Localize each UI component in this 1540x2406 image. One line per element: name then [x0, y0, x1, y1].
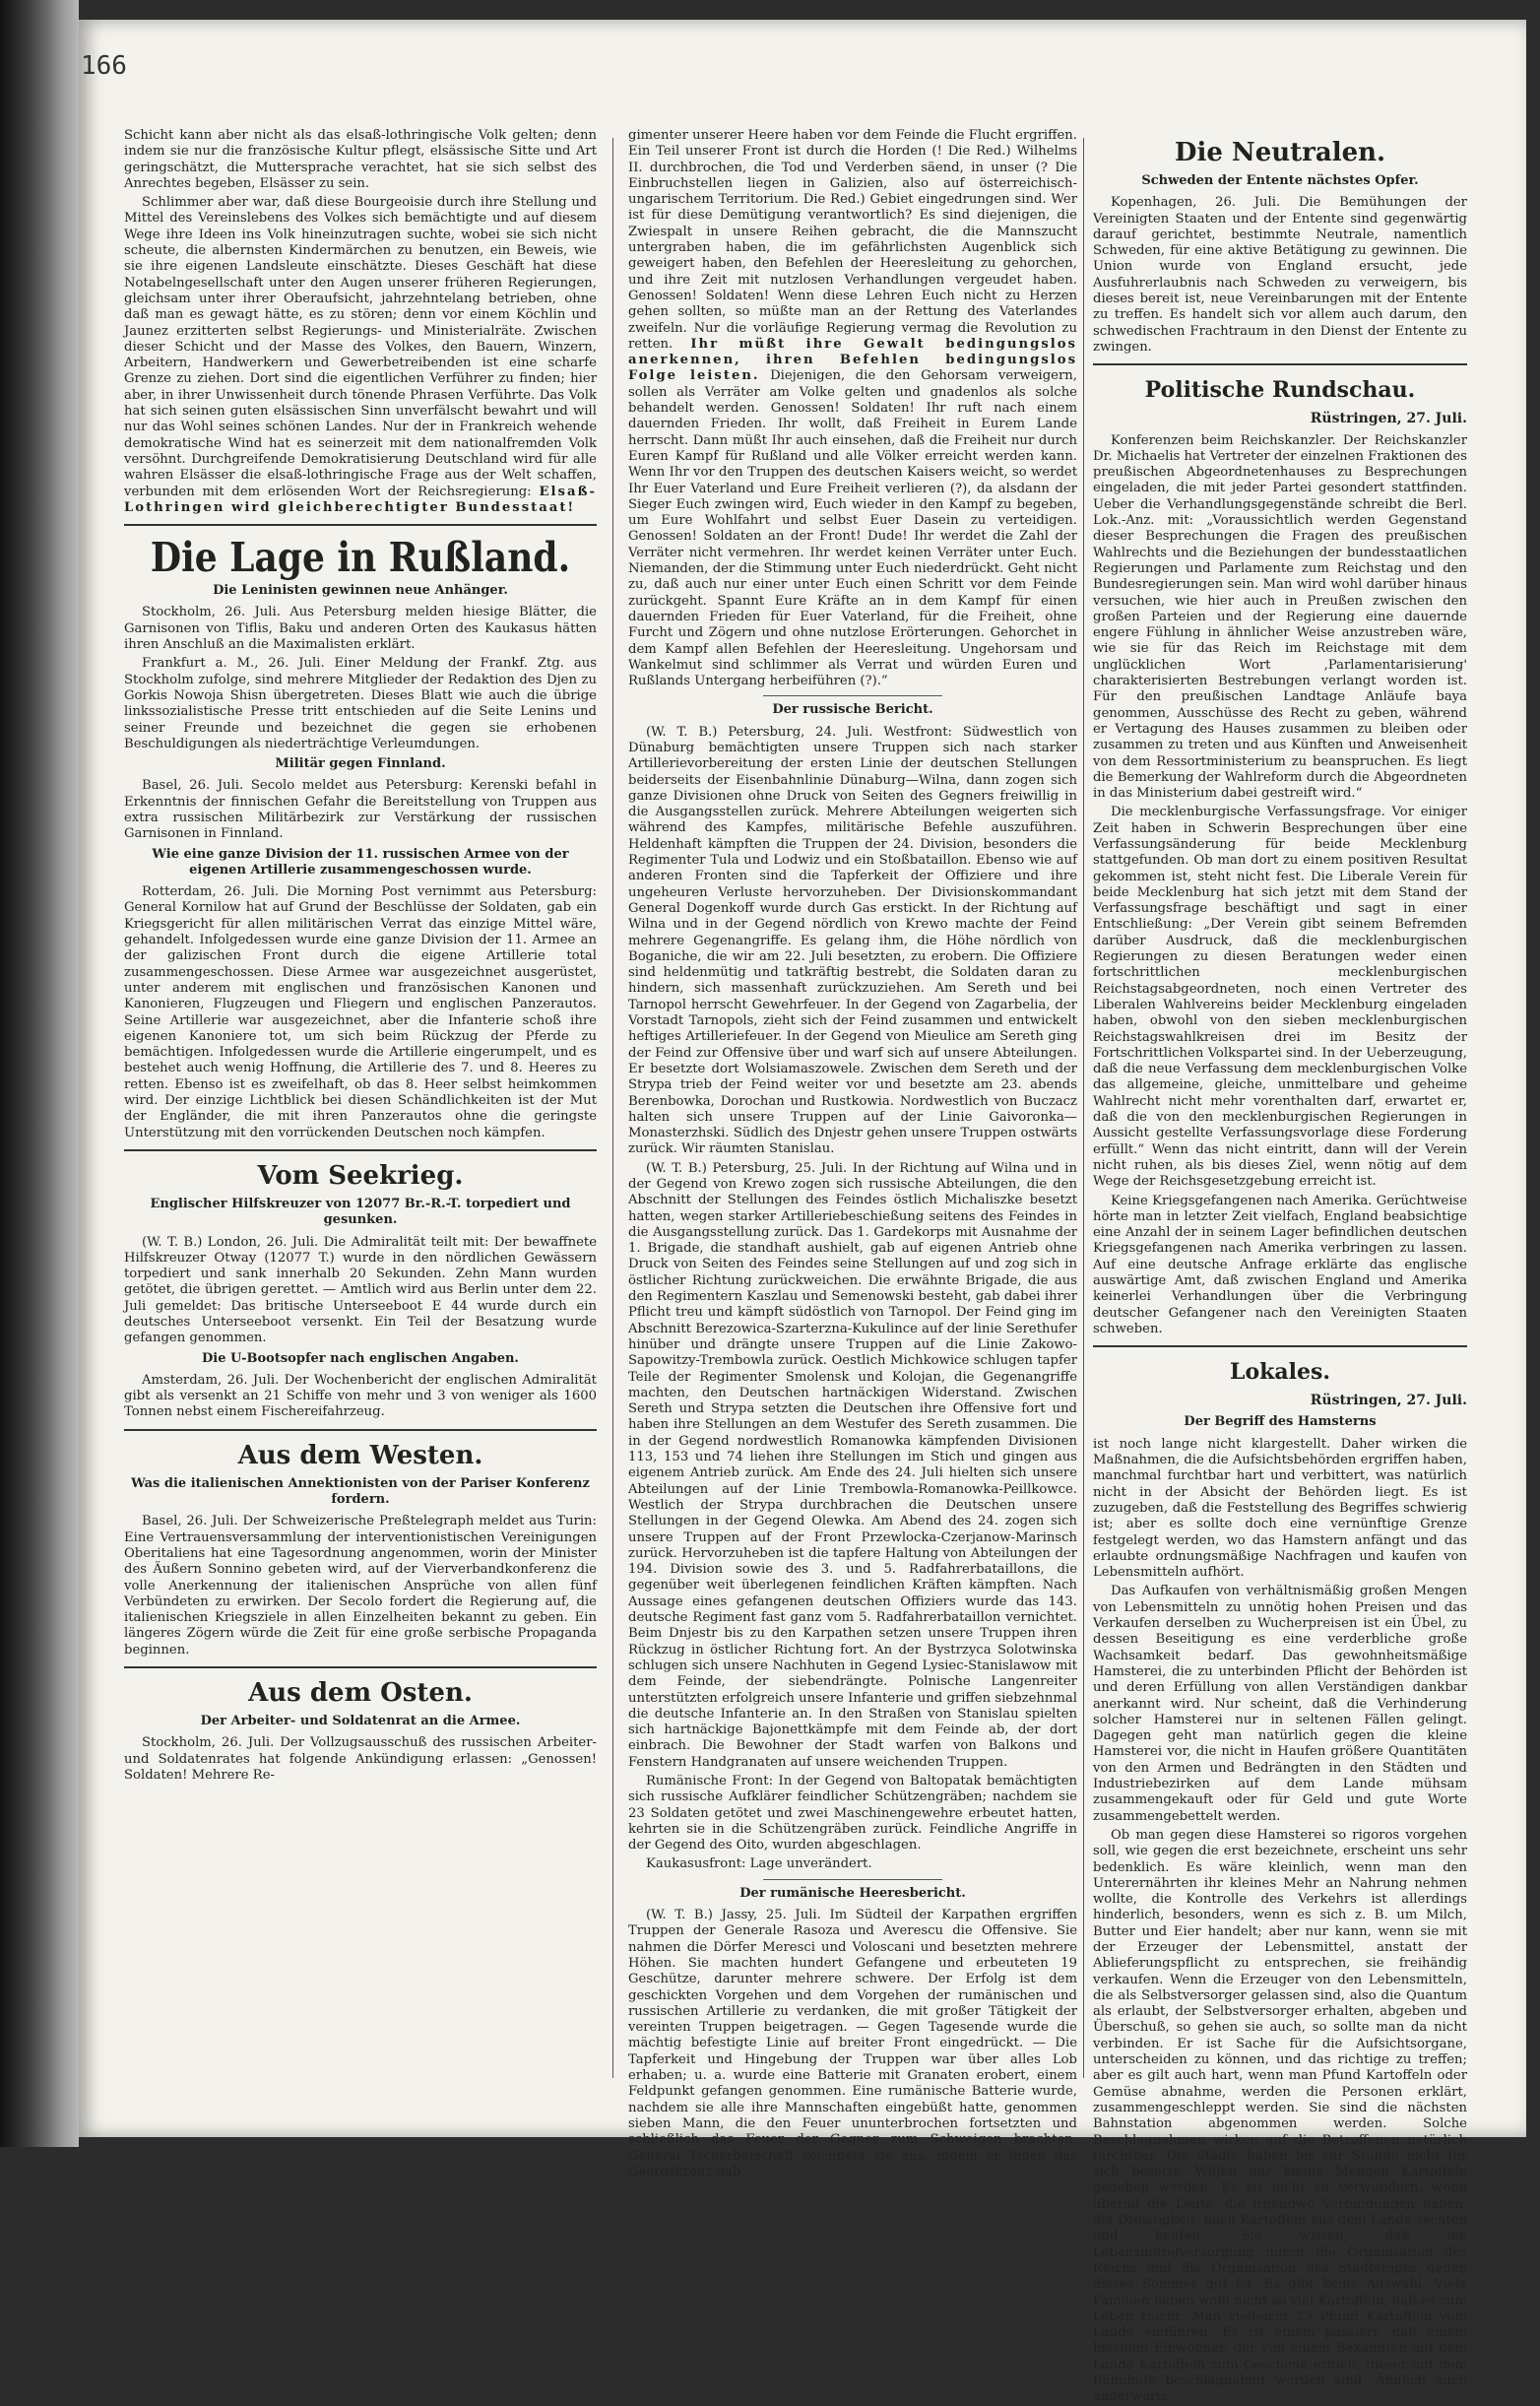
paragraph-text: gimenter unserer Heere haben vor dem Feinde die Flucht ergriffen. Ein Teil unserer Front ist durch die Horden (! Die Red.) Wilhelms II. durchbrochen, die Tod und Verderben säend, in unser (? Die Einbruchstellen liegen in Galizien, also auf österreichisch-ungarischem Territorium. Die Red.) Gebiet eingedrungen sind. Wer ist für diese Demütigung verantwortlich? Es sind diejenigen, die Zwiespalt in unsere Reihen gebracht, die die Mannszucht untergraben haben, die im gefährlichsten Augenblick sich geweigert haben, den Befehlen der Heeresleitung zu gehorchen, und ihre Zeit mit nutzlosen Verhandlungen vergeudet haben. Genossen! Soldaten! Wenn diese Lehren Euch nicht zu Herzen gehen sollten, so müßte man an der Rettung des Vaterlandes zweifeln. Nur die vorläufige Regierung vermag die Revolution zu retten.: [628, 128, 1077, 352]
paragraph: ist noch lange nicht klargestellt. Daher wirken die Maßnahmen, die die Aufsichtsbehörden ergriffen haben, manchmal furchtbar hart und verbittert, was natürlich nicht in der Absicht der Behörden liegt. Es ist zuzugeben, daß die Feststellung des Begriffes schwierig ist; aber es sollte doch eine vernünftige Grenze festgelegt werden, wo das Hamstern anfängt und das erlaubte ordnungsmäßige Nachfragen und kaufen von Lebensmitteln aufhört.: [1093, 1436, 1467, 1581]
paragraph: Das Aufkaufen von verhältnismäßig großen Mengen von Lebensmitteln zu unnötig hohen Preisen und das Verkaufen derselben zu Wucherpreisen ist ein Übel, zu dessen Beseitigung es eine verderbliche große Wachsamkeit bedarf. Das gewohnheitsmäßige Hamsterei, die zu unterbinden Pflicht der Behörden ist und deren Erfüllung von allen Verständigen dankbar anerkannt wird. Nur scheint, daß die Verhinderung solcher Hamsterei nur in seltenen Fällen gelingt. Dagegen geht man natürlich gegen die kleine Hamsterei vor, die nicht in Haufen größere Quantitäten von den Armen und Bedrängten in den Städten und Industriebezirken auf dem Lande mühsam zusammengekauft oder für Geld und gute Worte zusammengebettelt werden.: [1093, 1584, 1467, 1824]
paragraph: Basel, 26. Juli. Der Schweizerische Preßtelegraph meldet aus Turin: Eine Vertrauensversammlung der interventionistischen Vereinigungen Oberitaliens hat eine Tagesordnung angenommen, worin der Minister des Äußern Sonnino gebeten wird, auf der Vierverbandkonferenz die volle Anerkennung der italienischen Ansprüche von allen fünf Verbündeten zu erwirken. Der Secolo fordert die Regierung auf, die italienischen Kriegsziele in allen Einzelheiten bekannt zu geben. Ein längeres Zögern würde die Zeit für eine große serbische Propaganda beginnen.: [124, 1514, 597, 1658]
paragraph: Kopenhagen, 26. Juli. Die Bemühungen der Vereinigten Staaten und der Entente sind gegenwärtig darauf gerichtet, bestimmte Neutrale, namentlich Schweden, für eine aktive Betätigung zu gewinnen. Die Union wurde von England ersucht, jede Ausfuhrerlaubnis nach Schweden zu verweigern, bis dieses bereit ist, neue Vereinbarungen mit der Entente zu treffen. Es handelt sich vor allem auch darum, den schwedischen Frachtraum in den Dienst der Entente zu zwingen.: [1093, 195, 1467, 355]
subheadline: Schweden der Entente nächstes Opfer.: [1141, 173, 1419, 188]
paragraph: (W. T. B.) Petersburg, 25. Juli. In der Richtung auf Wilna und in der Gegend von Krewo zogen sich russische Abteilungen, die den Abschnitt der Stellungen des Feindes östlich Michaliszke besetzt hatten, wegen starker Artilleriebeschießung seitens des Feindes in die Ausgangsstellung zurück. Das 1. Gardekorps mit Ausnahme der 1. Brigade, die standhaft aushielt, gab auf eigenen Antrieb ohne Druck von Seiten des Feindes seine Stellungen auf und zog sich in östlicher Richtung zurückweichen. Die erwähnte Brigade, die aus den Regimentern Kaszlau und Semenowski besteht, gab dabei ihrer Pflicht treu und kämpft südöstlich von Tarnopol. Der Feind ging im Abschnitt Berezowica-Szarterzna-Kukulince auf der linie Serethufer hinüber und drängte unsere Truppen auf die Linie Zakowo-Sapowitzy-Trembowla zurück. Oestlich Michkowice schlugen tapfer Teile der Regimenter Smolensk und Kolojan, die Gegenangriffe machten, den Deutschen hartnäckigen Widerstand. Zwischen Sereth und Strypa setzten die Deutschen ihre Offensive fort und haben ihre Stellungen an dem Westufer des Sereth zusammen. Die in der Gegend nordwestlich Romanowka kämpfenden Divisionen 113, 153 und 74 liehen ihre Stellungen im Stich und gingen aus eigenem Antrieb zurück. Am Ende des 24. Juli hielten sich unsere Abteilungen auf der Linie Trembowla-Romanowka-Peillkowce. Westlich der Strypa durchbrachen die Deutschen unsere Stellungen in der Gegend Olewka. Am Abend des 24. zogen sich unsere Truppen auf der Front Przewlocka-Czerjanow-Marinsch zurück. Hervorzuheben ist die tapfere Haltung von Abteilungen der 194. Division sowie des 3. und 5. Radfahrerbataillons, die gegenüber weit überlegenen feindlichen Kräften kämpften. Nach Aussage eines gefangenen deutschen Offiziers wurde das 143. deutsche Regiment fast ganz vom 5. Radfahrerbataillon vernichtet. Beim Dnjestr bis zu den Karpathen setzen unsere Truppen ihren Rückzug in östlicher Richtung fort. An der Bystrzyca Solotwinska schlugen sich unsere Nachhuten in Gegend Lysiec-Stanislawow mit dem Feinde, der siebendrängte. Polnische Langenreiter unterstützten erfolgreich unsere Infanterie und griffen siebzehnmal die deutsche Infanterie an. In den Straßen von Stanislau spielten sich hartnäckige Bajonettkämpfe mit dem Feinde ab, der dort einbrach. Die Bewohner der Stadt warfen von Balkons und Fenstern Handgranaten auf unsere weichenden Truppen.: [628, 1160, 1077, 1770]
subheadline: Englischer Hilfskreuzer von 12077 Br.-R.-T. torpediert und gesunken.: [150, 1196, 571, 1228]
column-rule-1: [612, 138, 613, 2078]
paragraph: Frankfurt a. M., 26. Juli. Einer Meldung der Frankf. Ztg. aus Stockholm zufolge, sind mehrere Mitglieder der Redaktion des Djen zu Gorkis Nowoja Shisn übergetreten. Dieses Blatt wie auch die übrige linkssozialistische Presse tritt entschieden auf die Seite Lenins und seiner Freunde und bezeichnet die gegen sie erhobenen Beschuldigungen als niederträchtige Verleumdungen.: [124, 656, 597, 751]
subheadline: Der Begriff des Hamsterns: [1184, 1414, 1377, 1430]
subheadline: Der rumänische Heeresbericht.: [739, 1885, 966, 1901]
subheadline: Wie eine ganze Division der 11. russischen Armee von der eigenen Artillerie zusammengeschossen wurde.: [152, 846, 569, 878]
paragraph: (W. T. B.) Petersburg, 24. Juli. Westfront: Südwestlich von Dünaburg bemächtigten unsere Truppen sich nach starker Artillerievorbereitung der ersten Linie der deutschen Stellungen beiderseits der Eisenbahnlinie Dünaburg—Wilna, dann zogen sich ganze Divisionen ohne Druck von Seiten des Gegners freiwillig in die Ausgangsstellen zurück. Mehrere Abteilungen weigerten sich während des Kampfes, militärische Befehle auszuführen. Heldenhaft kämpften die Truppen der 24. Division, besonders die Regimenter Tula und Lodwiz und ein Stoßbataillon. Ebenso wie auf anderen Fronten sind die Tapferkeit der Offiziere und ihre ungeheuren Verluste hervorzuheben. Der Divisionskommandant General Dogenkoff wurde durch Gas erstickt. In der Richtung auf Wilna und in der Gegend nördlich von Krewo machte der Feind mehrere Gegenangriffe. Es gelang ihm, die Höhe nördlich von Boganiche, die wir am 22. Juli besetzten, zu erobern. Die Offiziere sind heldenmütig und tatkräftig bestrebt, die Soldaten daran zu hindern, sich massenhaft zurückzuziehen. Am Sereth und bei Tarnopol herrscht Gewehrfeuer. In der Gegend von Zagarbelia, der Vorstadt Tarnopols, zieht sich der Feind zusammen und entwickelt heftiges Artilleriefeuer. In der Gegend von Mieulice am Sereth ging der Feind zur Offensive über und warf sich auf unsere Abteilungen. Er besetzte dort Wolsiamaszowele. Zwischen dem Sereth und der Strypa trieb der Feind weiter vor und besetzte am 23. abends Berenbowka, Dorochan und Rustkowia. Nordwestlich von Buczacz halten sich unsere Truppen auf der Linie Gaivoronka—Monasterzhski. Südlich des Dnjestr gehen unsere Truppen ostwärts zurück. Wir räumten Stanislau.: [628, 724, 1077, 1157]
column-right: [1093, 128, 1467, 2405]
paragraph: (W. T. B.) Jassy, 25. Juli. Im Südteil der Karpathen ergriffen Truppen der Generale Rasoza und Averescu die Offensive. Sie nahmen die Dörfer Meresci und Voloscani und besetzten mehrere Höhen. Sie machten hundert Gefangene und erbeuteten 19 Geschütze, darunter mehrere schwere. Der Erfolg ist dem geschickten Vorgehen und dem Vorgehen der rumänischen und russischen Artillerie zu verdanken, die mit großer Tätigkeit der vereinten Truppen beigetragen. — Gegen Tagesende wurde die mächtig befestigte Linie auf breiter Front eingedrückt. — Die Tapferkeit und Hingebung der Truppen war über alles Lob erhaben; u. a. wurde eine Batterie mit Granaten erobert, einem Feldpunkt gefangen genommen. Eine rumänische Batterie wurde, nachdem sie alle ihre Mannschaften eingebüßt hatte, genommen sieben Mann, die den Feuer ununterbrochen fortsetzten und schließlich das Feuer der Gegner zum Schweigen brachten. General Tscherbatscheff zeichnete sie aus, indem er ihnen das Georgskreuz gab.: [628, 1908, 1077, 2179]
paragraph: Keine Kriegsgefangenen nach Amerika. Gerüchtweise hörte man in letzter Zeit vielfach, England beabsichtige eine Anzahl der in seinem Lager befindlichen deutschen Kriegsgefangenen nach Amerika verbringen zu lassen. Auf eine deutsche Anfrage erklärte das englische auswärtige Amt, daß zwischen England und Amerika keinerlei Verhandlungen über die Verbringung deutscher Gefangener nach den Vereinigten Staaten schweben.: [1093, 1193, 1467, 1336]
column-rule-2: [1083, 138, 1084, 2078]
subheadline: Der Arbeiter- und Soldatenrat an die Armee.: [200, 1714, 521, 1729]
section-divider: [763, 1879, 942, 1880]
column-middle: [628, 128, 1077, 2179]
paragraph: Ob man gegen diese Hamsterei so rigoros vorgehen soll, wie gegen die erst bezeichnete, erscheint uns sehr bedenklich. Es wäre kleinlich, wenn man den Unterernährten ihr kleines Mehr an Nahrung nehmen wollte, die Kontrolle des Verkehrs ist allerdings hinderlich, besonders, wenn es sich z. B. um Milch, Butter und Eier handelt; aber nur kann, wenn sie mit der Erzeuger der Lebensmittel, anstatt der Ablieferungspflicht zu entsprechen, sie freihändig verkaufen. Wenn die Erzeuger von den Lebensmitteln, die als Selbstversorger gelassen sind, also die Quantum als erlaubt, der Selbstversorger erhalten, abgeben und Überschuß, so gehen sie auch, so sollte man da nicht verbinden. Er ist Sache für die Aufsichtsorgane, unterscheiden zu können, und das richtige zu treffen; aber es gilt auch hart, wenn man Pfund Kartoffeln oder Gemüse abnahme, werden die Personen erklärt, zusammengeschleppt werden. Sie sind die nächsten Bahnstation abgenommen werden. Solche Beschlagnahmen wirken auf die Betroffenen natürlich furchtbar. Die Städte haben bis zur Stunde nicht für sich besetzt. Willen nur kleine Mengen Kartoffeln gegeben werden. Es ist nicht zu verwundern, wenn überall die Leute, die irgendwo Verbindungen haben, die Dreistigkeit, nach Kartoffeln aus dem Lande sechten und kaufen. Sie wissen, daß die Lebensmittelversorgung durch die Organisation des Reichs und die Organisation des Städtetages gegen dieses Sommer gut ist. Es gibt keine Auswahl. Viele Familien haben wohl nicht so viel Kartoffeln, daß es zum Leben reicht. Man vielleicht 25 Pfund Kartoffeln vom Lande einführen. Es ist einem passiert, daß einem hiesigen Einwohner, der von einem Bekannten auf dem Lande Kartoffeln zum Geschenk erhielt, dieser auf dem Bahnhofe beschlagnahmt worden sind. Ähnlich auch anderwärts.: [1093, 1827, 1467, 2405]
paragraph: Amsterdam, 26. Juli. Der Wochenbericht der englischen Admiralität gibt als versenkt an 21 Schiffe von mehr und 3 von weniger als 1600 Tonnen nebst einem Fischereifahrzeug.: [124, 1372, 597, 1420]
subheadline: Die U-Bootsopfer nach englischen Angaben.: [202, 1350, 519, 1366]
emphasis-text: Ihr müßt ihre Gewalt bedingungslos anerkennen, ihren Befehlen bedingungslos Folge leisten.: [628, 336, 1077, 384]
dateline: Rüstringen, 27. Juli.: [1310, 411, 1467, 427]
paragraph: Rumänische Front: In der Gegend von Baltopatak bemächtigten sich russische Aufklärer feindlicher Schützengräben; nachdem sie 23 Soldaten getötet und zwei Maschinengewehre erbeutet hatten, kehrten sie in die Schützengräben zurück. Feindliche Angriffe in der Gegend des Oito, wurden abgeschlagen.: [628, 1773, 1077, 1853]
paragraph: Stockholm, 26. Juli. Der Vollzugsausschuß des russischen Arbeiter- und Soldatenrates hat folgende Ankündigung erlassen: „Genossen! Soldaten! Mehrere Re-: [124, 1735, 597, 1783]
paragraph-text: Schlimmer aber war, daß diese Bourgeoisie durch ihre Stellung und Mittel des Vereinslebens des Volkes sich bemächtigte und auf diesem Wege ihre Ideen ins Volk hineinzutragen suchte, wobei sie sich nicht scheute, die albernsten Kindermärchen zu benutzen, ein Beweis, wie sie ihre eigenen Landsleute einschätzte. Dieses Geschäft hat diese Notabelngesellschaft unter den Augen unserer früheren Regierungen, gleichsam unter ihrer Oberaufsicht, jahrzehntelang betrieben, ohne daß man es gewagt hätte, es zu stören; denn vor einem Köchlin und Jaunez erzitterten selbst Regierungs- und Ministerialräte. Zwischen dieser Schicht und der Masse des Volkes, den Bauern, Winzern, Arbeitern, Handwerkern und Gewerbetreibenden ist eine scharfe Grenze zu ziehen. Dort sind die eigentlichen Verführer zu finden; hier aber, in ihrer Unwissenheit durch tönende Phrasen Verführte. Das Volk hat sich seinen guten elsässischen Sinn unverfälscht bewahrt und will nur das Wohl seines schönen Landes. Nur der in Frankreich wehende demokratische Wind hat es seinerzeit mit dem nationalfremden Volk versöhnt. Durchgreifende Demokratisierung Deutschland wird für alle wahren Elsässer die elsaß-lothringische Frage aus der Welt schaffen, verbunden mit dem erlösenden Wort der Reichsregierung:: [124, 195, 597, 499]
paragraph: [124, 195, 597, 516]
subheadline: Der russische Bericht.: [772, 702, 933, 718]
paragraph: Stockholm, 26. Juli. Aus Petersburg melden hiesige Blätter, die Garnisonen von Tiflis, Baku und anderen Orten des Kaukasus hätten ihren Anschluß an die Maximalisten erklärt.: [124, 605, 597, 653]
book-binding: [0, 0, 79, 2147]
paragraph: (W. T. B.) London, 26. Juli. Die Admiralität teilt mit: Der bewaffnete Hilfskreuzer Otway (12077 T.) wurde in den nördlichen Gewässern torpediert und sank innerhalb 20 Sekunden. Zehn Mann wurden getötet, die übrigen gerettet. — Amtlich wird aus Berlin unter dem 22. Juli gemeldet: Das britische Unterseeboot E 44 wurde durch ein deutsches Unterseeboot versenkt. Ein Teil der Besatzung wurde gefangen genommen.: [124, 1234, 597, 1346]
headline-westen: Aus dem Westen.: [237, 1440, 483, 1470]
paragraph: Die mecklenburgische Verfassungsfrage. Vor einiger Zeit haben in Schwerin Besprechungen über eine Verfassungsänderung für beide Mecklenburg stattgefunden. Ob man dort zu einem positiven Resultat gekommen ist, steht nicht fest. Die Liberale Verein für beide Mecklenburg hat sich jetzt mit dem Stand der Verfassungsfrage beschäftigt und sagt in einer Entschließung: „Der Verein gibt seinem Befremden darüber Ausdruck, daß die mecklenburgischen Regierungen zu diesen Beratungen weder einen fortschrittlichen mecklenburgischen Reichstagsabgeordneten, noch einen Vertreter des Liberalen Wahlvereins beider Mecklenburg eingeladen haben, obwohl von den sieben mecklenburgischen Reichstagswahlkreisen drei im Besitz der Fortschrittlichen Volkspartei sind. In der Ueberzeugung, daß die neue Verfassung dem mecklenburgischen Volke das allgemeine, gleiche, unmittelbare und geheime Wahlrecht nicht mehr vorenthalten darf, erwartet er, daß die von den mecklenburgischen Regierungen in Aussicht gestellte Verfassungsvorlage diese Forderung erfüllt.“ Wenn das nicht eintritt, dann will der Verein nicht ruhen, als bis dieses Ziel, wenn nötig auf dem Wege der Reichsgesetzgebung erreicht ist.: [1093, 805, 1467, 1190]
headline-russland: Die Lage in Rußland.: [150, 533, 571, 582]
section-divider: [124, 1429, 597, 1431]
headline-neutralen: Die Neutralen.: [1174, 138, 1386, 167]
subheadline: Die Leninisten gewinnen neue Anhänger.: [213, 583, 508, 599]
headline-seekrieg: Vom Seekrieg.: [257, 1160, 464, 1191]
column-left: [124, 128, 597, 2078]
paragraph-text: Diejenigen, die den Gehorsam verweigern, sollen als Verräter am Volke gelten und gnadenlos als solche behandelt werden. Genossen! Soldaten! Ihr ruft nach einem dauernden Frieden. Ihr wollt, daß Freiheit in Eurem Lande herrscht. Dann müßt Ihr auch einsehen, daß die Freiheit nur durch Euren Kampf für Rußland und alle Völker erreicht werden kann. Wenn Ihr vor den Truppen des deutschen Kaisers weicht, so werdet Ihr Euer Vaterland und Eure Freiheit verlieren (?), da alsdann der Sieger Euch zwingen wird, Euch wieder in den Kampf zu begeben, um Eure Wohlfahrt und selbst Euer Dasein zu verteidigen. Genossen! Soldaten an der Front! Dude! Ihr werdet die Zahl der Verräter nicht vermehren. Ihr werdet keinen Verräter unter Euch. Niemanden, der die Stimmung unter Euch niederdrückt. Geht nicht zu, daß auch nur einer unter Euch einen Schritt vor dem Feinde zurückgeht. Spannt Eure Kräfte an in dem Kampf für einen dauernden Frieden für Euer Vaterland, für die Freiheit, ohne Furcht und Zögern und ohne nutzlose Erörterungen. Gehorchet in dem Kampf allen Befehlen der Heeresleitung. Ungehorsam und Wankelmut sind schlimmer als Verrat und würden Euren und Rußlands Untergang herbeiführen (?).“: [628, 368, 1077, 689]
section-divider: [1093, 363, 1467, 365]
emphasis-text: Elsaß-Lothringen wird gleichberechtigter Bundesstaat!: [124, 484, 597, 515]
headline-osten: Aus dem Osten.: [248, 1678, 473, 1709]
section-divider: [763, 695, 942, 696]
paragraph: [628, 128, 1077, 689]
paragraph: Konferenzen beim Reichskanzler. Der Reichskanzler Dr. Michaelis hat Vertreter der einzelnen Fraktionen des preußischen Abgeordnetenhauses zu Besprechungen eingeladen, die mit jeder Partei gesondert stattfinden. Ueber die Verhandlungsgegenstände schreibt die Berl. Lok.-Anz. mit: „Voraussichtlich werden Gegenstand dieser Besprechungen die Fragen des preußischen Wahlrechts und die Beziehungen der bundesstaatlichen Regierungen und Parlamente zum Reichstag und den Bundesregierungen sein. Man wird wohl darüber hinaus versuchen, wie hier auch in Preußen zwischen den großen Parteien und der Regierung eine dauernde engere Fühlung in ähnlicher Weise anzustreben wäre, wie sie für das Reich im Reichstage mit dem unglücklichen Wort ,Parlamentarisierung' charakterisierten Bestrebungen verlangt worden ist. Für den preußischen Landtage Anläufe baya genommen, Ausschüsse des Recht zu geben, während er Vertagung des Hauses zusammen zu bleiben oder zusammen zu treten und aus Künften und Anweisenheit von dem Ressortministerium zu beanspruchen. Es liegt die Bemerkung der Wahlreform durch die Abgeordneten in das Ministerium dabei gestreift wird.“: [1093, 432, 1467, 802]
section-divider: [124, 524, 597, 526]
headline-rundschau: Politische Rundschau.: [1144, 377, 1416, 404]
paragraph: Basel, 26. Juli. Secolo meldet aus Petersburg: Kerenski befahl in Erkenntnis der finnischen Gefahr die Bereitstellung von Truppen aus extra russischen Militärbezirk zur Verstärkung der russischen Garnisonen in Finnland.: [124, 778, 597, 842]
paragraph: Schicht kann aber nicht als das elsaß-lothringische Volk gelten; denn indem sie nur die französische Kultur pflegt, elsässische Sitte und Art geringschätzt, die Muttersprache verachtet, hat sie sich selbst des Anrechtes begeben, Elsässer zu sein.: [124, 128, 597, 191]
headline-lokales: Lokales.: [1229, 1359, 1331, 1386]
subheadline: Was die italienischen Annektionisten von der Pariser Konferenz fordern.: [131, 1475, 590, 1508]
paragraph: Kaukasusfront: Lage unverändert.: [646, 1856, 872, 1872]
paragraph: Rotterdam, 26. Juli. Die Morning Post vernimmt aus Petersburg: General Kornilow hat auf Grund der Beschlüsse der Soldaten, gab ein Kriegsgericht für allen militärischen Verrat das einzige Mittel wäre, gehandelt. Infolgedessen wurde eine ganze Division der 11. Armee an der galizischen Front durch die eigene Artillerie total zusammengeschossen. Diese Armee war ausgezeichnet ausgerüstet, unter anderem mit englischen und französischen Kanonen und Kanonieren, Flugzeugen und Fliegern und englischen Panzerautos. Seine Artillerie war ausgezeichnet, aber die Infanterie schoß ihre eigenen Kanoniere tot, um sich beim Rückzug der Pferde zu bemächtigen. Infolgedessen wurde die Artillerie eingerumpelt, und es bestehet auch wenig Hoffnung, die Artillerie des 7. und 8. Heeres zu retten. Ebenso ist es zweifelhaft, ob das 8. Heer selbst heimkommen wird. Der einzige Lichtblick bei diesen Schändlichkeiten ist der Mut der Engländer, die mit ihren Panzerautos ohne die geringste Unterstützung mit den vorrückenden Deutschen noch kämpfen.: [124, 884, 597, 1140]
subheadline: Militär gegen Finnland.: [275, 756, 446, 772]
section-divider: [1093, 1345, 1467, 1347]
dateline: Rüstringen, 27. Juli.: [1310, 1393, 1467, 1409]
section-divider: [124, 1666, 597, 1668]
page-number: 166: [81, 51, 127, 81]
section-divider: [124, 1149, 597, 1151]
